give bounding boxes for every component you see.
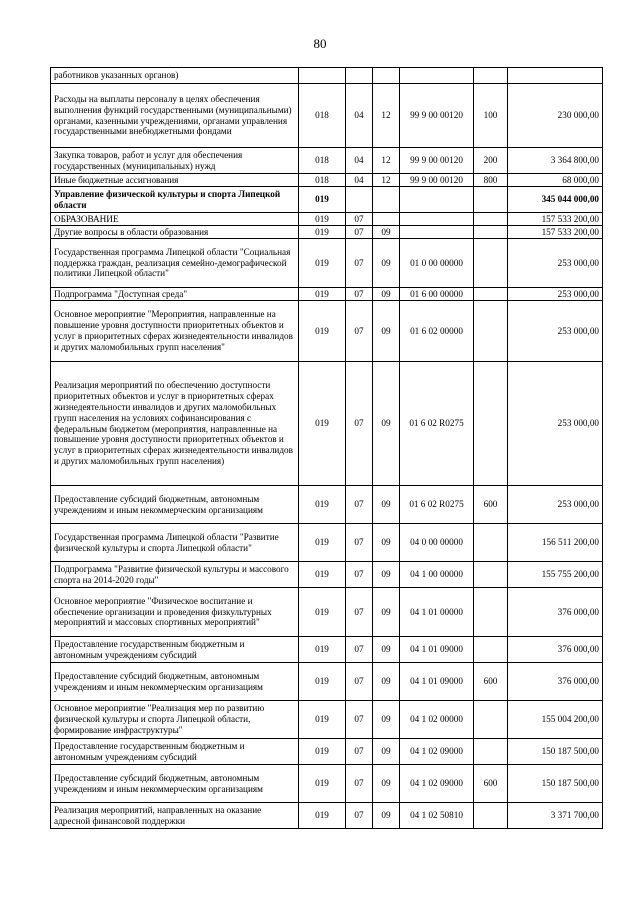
target-article-cell: 04 1 01 09000: [400, 663, 474, 701]
subsection-code-cell: 09: [373, 765, 400, 803]
section-code-cell: 07: [346, 213, 373, 226]
table-body: [51, 68, 603, 829]
expense-type-cell: 800: [474, 174, 508, 187]
section-code-cell: 04: [346, 84, 373, 148]
section-code-cell: 07: [346, 701, 373, 739]
target-article-cell: 99 9 00 00120: [400, 174, 474, 187]
item-name-cell: Государственная программа Липецкой области "Социальная поддержка граждан, реализация семейно-демографической политики Липецкой области": [51, 239, 299, 288]
item-name-cell: Предоставление субсидий бюджетным, автономным учреждениям и иным некоммерческим организациям: [51, 765, 299, 803]
subsection-code-cell: [373, 68, 400, 84]
item-name-cell: Управление физической культуры и спорта Липецкой области: [51, 187, 299, 213]
ministry-code-cell: 019: [299, 187, 346, 213]
target-article-cell: 04 1 02 00000: [400, 701, 474, 739]
amount-cell: 345 044 000,00: [508, 187, 603, 213]
budget-table: [50, 67, 603, 829]
target-article-cell: 99 9 00 00120: [400, 84, 474, 148]
expense-type-cell: [474, 288, 508, 301]
target-article-cell: 01 6 00 00000: [400, 288, 474, 301]
section-code-cell: [346, 187, 373, 213]
section-code-cell: 04: [346, 174, 373, 187]
subsection-code-cell: 12: [373, 148, 400, 174]
ministry-code-cell: [299, 68, 346, 84]
amount-cell: 157 533 200,00: [508, 213, 603, 226]
item-name-cell: ОБРАЗОВАНИЕ: [51, 213, 299, 226]
ministry-code-cell: 019: [299, 362, 346, 486]
section-code-cell: 07: [346, 803, 373, 829]
subsection-code-cell: 09: [373, 301, 400, 362]
subsection-code-cell: 09: [373, 637, 400, 663]
item-name-cell: Основное мероприятие "Мероприятия, направленные на повышение уровня доступности приоритетных объектов и услуг в приоритетных сферах жизнедеятельности инвалидов и других маломобильных групп населения": [51, 301, 299, 362]
subsection-code-cell: 09: [373, 288, 400, 301]
table-row: [51, 148, 603, 174]
section-code-cell: 07: [346, 226, 373, 239]
table-row: [51, 68, 603, 84]
amount-cell: 376 000,00: [508, 663, 603, 701]
page-number: 80: [313, 36, 327, 51]
amount-cell: 3 371 700,00: [508, 803, 603, 829]
item-name-cell: Предоставление субсидий бюджетным, автономным учреждениям и иным некоммерческим организациям: [51, 663, 299, 701]
amount-cell: 230 000,00: [508, 84, 603, 148]
target-article-cell: 04 0 00 00000: [400, 524, 474, 562]
section-code-cell: 07: [346, 637, 373, 663]
subsection-code-cell: 09: [373, 588, 400, 637]
table-row: [51, 362, 603, 486]
target-article-cell: 04 1 00 00000: [400, 562, 474, 588]
table-row: [51, 524, 603, 562]
target-article-cell: 01 6 02 R0275: [400, 362, 474, 486]
expense-type-cell: [474, 68, 508, 84]
ministry-code-cell: 019: [299, 239, 346, 288]
amount-cell: 155 755 200,00: [508, 562, 603, 588]
table-row: [51, 701, 603, 739]
subsection-code-cell: [373, 213, 400, 226]
table-row: [51, 301, 603, 362]
ministry-code-cell: 018: [299, 174, 346, 187]
expense-type-cell: [474, 637, 508, 663]
section-code-cell: 07: [346, 239, 373, 288]
ministry-code-cell: 019: [299, 637, 346, 663]
item-name-cell: Реализация мероприятий по обеспечению доступности приоритетных объектов и услуг в приоритетных сферах жизнедеятельности инвалидов и других маломобильных групп населения на условиях софинансирования с федеральным бюджетом (мероприятия, направленные на повышение уровня доступности приоритетных объектов и услуг в приоритетных сферах жизнедеятельности инвалидов и других маломобильных групп населения): [51, 362, 299, 486]
expense-type-cell: [474, 739, 508, 765]
item-name-cell: Предоставление государственным бюджетным и автономным учреждениям субсидий: [51, 739, 299, 765]
amount-cell: 3 364 800,00: [508, 148, 603, 174]
table-row: [51, 226, 603, 239]
ministry-code-cell: 019: [299, 739, 346, 765]
expense-type-cell: [474, 301, 508, 362]
section-code-cell: 07: [346, 524, 373, 562]
subsection-code-cell: 09: [373, 486, 400, 524]
section-code-cell: 07: [346, 486, 373, 524]
target-article-cell: 01 6 02 00000: [400, 301, 474, 362]
expense-type-cell: 200: [474, 148, 508, 174]
expense-type-cell: [474, 524, 508, 562]
target-article-cell: 04 1 02 50810: [400, 803, 474, 829]
table-row: [51, 765, 603, 803]
table-row: [51, 213, 603, 226]
item-name-cell: Расходы на выплаты персоналу в целях обеспечения выполнения функций государственными (муниципальными) органами, казенными учреждениями, органами управления государственными внебюджетными фондами: [51, 84, 299, 148]
table-row: [51, 187, 603, 213]
section-code-cell: 07: [346, 562, 373, 588]
ministry-code-cell: 019: [299, 663, 346, 701]
table-row: [51, 239, 603, 288]
item-name-cell: Основное мероприятие "Реализация мер по развитию физической культуры и спорта Липецкой области, формирование инфраструктуры": [51, 701, 299, 739]
amount-cell: 253 000,00: [508, 362, 603, 486]
subsection-code-cell: 09: [373, 239, 400, 288]
section-code-cell: 07: [346, 663, 373, 701]
amount-cell: [508, 68, 603, 84]
amount-cell: 376 000,00: [508, 637, 603, 663]
item-name-cell: Другие вопросы в области образования: [51, 226, 299, 239]
section-code-cell: [346, 68, 373, 84]
target-article-cell: 01 6 02 R0275: [400, 486, 474, 524]
section-code-cell: 07: [346, 362, 373, 486]
subsection-code-cell: 09: [373, 362, 400, 486]
item-name-cell: Предоставление субсидий бюджетным, автономным учреждениям и иным некоммерческим организациям: [51, 486, 299, 524]
ministry-code-cell: 018: [299, 84, 346, 148]
target-article-cell: [400, 213, 474, 226]
subsection-code-cell: 12: [373, 174, 400, 187]
expense-type-cell: [474, 362, 508, 486]
ministry-code-cell: 019: [299, 562, 346, 588]
expense-type-cell: [474, 701, 508, 739]
amount-cell: 253 000,00: [508, 301, 603, 362]
table-row: [51, 174, 603, 187]
expense-type-cell: [474, 213, 508, 226]
table-row: [51, 288, 603, 301]
subsection-code-cell: 09: [373, 663, 400, 701]
ministry-code-cell: 019: [299, 301, 346, 362]
target-article-cell: 04 1 01 00000: [400, 588, 474, 637]
subsection-code-cell: [373, 187, 400, 213]
expense-type-cell: 600: [474, 486, 508, 524]
section-code-cell: 07: [346, 288, 373, 301]
expense-type-cell: 600: [474, 765, 508, 803]
expense-type-cell: [474, 239, 508, 288]
amount-cell: 155 004 200,00: [508, 701, 603, 739]
item-name-cell: Иные бюджетные ассигнования: [51, 174, 299, 187]
ministry-code-cell: 019: [299, 213, 346, 226]
ministry-code-cell: 019: [299, 701, 346, 739]
amount-cell: 253 000,00: [508, 288, 603, 301]
ministry-code-cell: 019: [299, 524, 346, 562]
subsection-code-cell: 09: [373, 803, 400, 829]
expense-type-cell: [474, 803, 508, 829]
ministry-code-cell: 019: [299, 803, 346, 829]
subsection-code-cell: 09: [373, 226, 400, 239]
amount-cell: 253 000,00: [508, 239, 603, 288]
target-article-cell: 99 9 00 00120: [400, 148, 474, 174]
ministry-code-cell: 018: [299, 148, 346, 174]
expense-type-cell: [474, 187, 508, 213]
amount-cell: 68 000,00: [508, 174, 603, 187]
item-name-cell: Подпрограмма "Развитие физической культуры и массового спорта на 2014-2020 годы": [51, 562, 299, 588]
amount-cell: 150 187 500,00: [508, 765, 603, 803]
subsection-code-cell: 12: [373, 84, 400, 148]
item-name-cell: Подпрограмма "Доступная среда": [51, 288, 299, 301]
expense-type-cell: 100: [474, 84, 508, 148]
table-row: [51, 637, 603, 663]
section-code-cell: 07: [346, 739, 373, 765]
table-row: [51, 739, 603, 765]
target-article-cell: [400, 187, 474, 213]
amount-cell: 157 533 200,00: [508, 226, 603, 239]
amount-cell: 150 187 500,00: [508, 739, 603, 765]
expense-type-cell: [474, 588, 508, 637]
item-name-cell: Реализация мероприятий, направленных на оказание адресной финансовой поддержки: [51, 803, 299, 829]
item-name-cell: Закупка товаров, работ и услуг для обеспечения государственных (муниципальных) нужд: [51, 148, 299, 174]
target-article-cell: 01 0 00 00000: [400, 239, 474, 288]
table-row: [51, 486, 603, 524]
amount-cell: 253 000,00: [508, 486, 603, 524]
expense-type-cell: [474, 562, 508, 588]
amount-cell: 156 511 200,00: [508, 524, 603, 562]
item-name-cell: Основное мероприятие "Физическое воспитание и обеспечение организации и проведения физкультурных мероприятий и массовых спортивных мероприятий": [51, 588, 299, 637]
target-article-cell: 04 1 02 09000: [400, 739, 474, 765]
item-name-cell: работников указанных органов): [51, 68, 299, 84]
subsection-code-cell: 09: [373, 524, 400, 562]
subsection-code-cell: 09: [373, 701, 400, 739]
ministry-code-cell: 019: [299, 226, 346, 239]
section-code-cell: 07: [346, 588, 373, 637]
subsection-code-cell: 09: [373, 562, 400, 588]
target-article-cell: 04 1 02 09000: [400, 765, 474, 803]
item-name-cell: Предоставление государственным бюджетным и автономным учреждениям субсидий: [51, 637, 299, 663]
ministry-code-cell: 019: [299, 486, 346, 524]
target-article-cell: 04 1 01 09000: [400, 637, 474, 663]
ministry-code-cell: 019: [299, 288, 346, 301]
table-row: [51, 663, 603, 701]
section-code-cell: 07: [346, 765, 373, 803]
table-row: [51, 588, 603, 637]
expense-type-cell: 600: [474, 663, 508, 701]
target-article-cell: [400, 226, 474, 239]
section-code-cell: 04: [346, 148, 373, 174]
section-code-cell: 07: [346, 301, 373, 362]
target-article-cell: [400, 68, 474, 84]
table-row: [51, 84, 603, 148]
expense-type-cell: [474, 226, 508, 239]
ministry-code-cell: 019: [299, 765, 346, 803]
subsection-code-cell: 09: [373, 739, 400, 765]
table-row: [51, 562, 603, 588]
table-row: [51, 803, 603, 829]
ministry-code-cell: 019: [299, 588, 346, 637]
amount-cell: 376 000,00: [508, 588, 603, 637]
item-name-cell: Государственная программа Липецкой области "Развитие физической культуры и спорта Липецкой области": [51, 524, 299, 562]
